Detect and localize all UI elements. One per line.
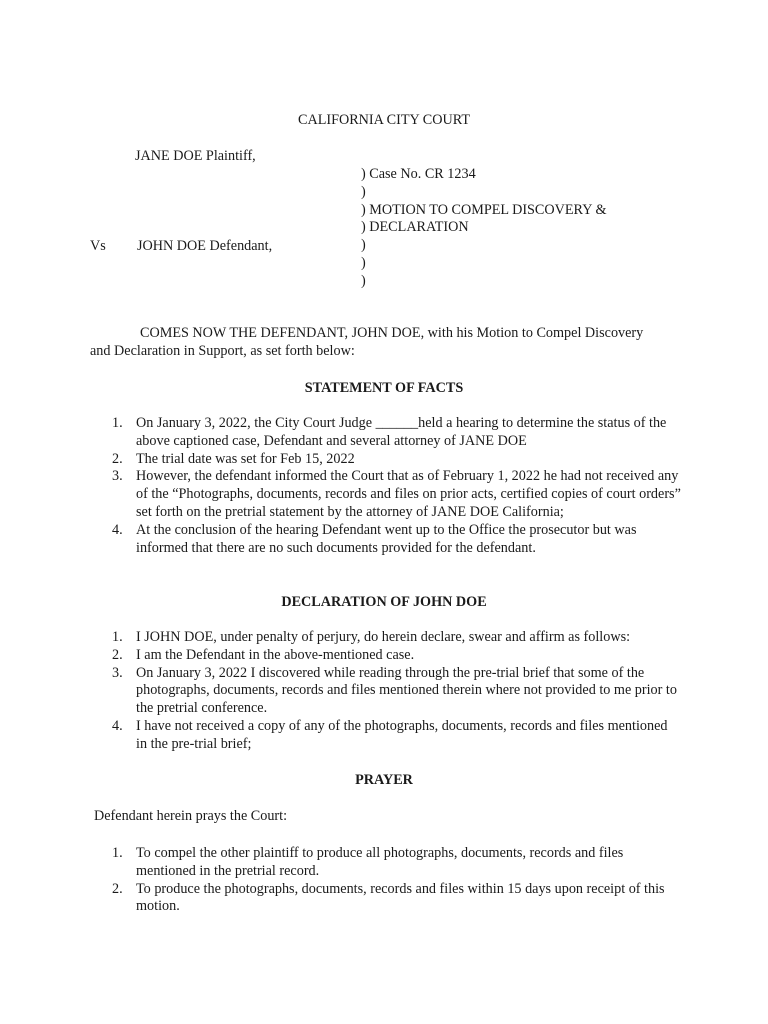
item-number: 2.: [112, 880, 123, 897]
intro-paragraph: [90, 325, 690, 361]
item-text: At the conclusion of the hearing Defendant went up to the Office the prosecutor but was informed that there are no such documents provided for the defendant.: [136, 521, 637, 556]
item-text: To produce the photographs, documents, records and files within 15 days upon receipt of this motion.: [136, 880, 665, 915]
item-text: I have not received a copy of any of the photographs, documents, records and files mentioned in the pre-trial brief;: [136, 717, 668, 752]
prayer-intro: Defendant herein prays the Court:: [94, 808, 288, 824]
list-item: [112, 522, 682, 558]
list-item: [112, 845, 682, 881]
declaration-list: [112, 629, 682, 754]
declaration-heading: DECLARATION OF JOHN DOE: [281, 594, 487, 610]
caption-bracket-line: ): [361, 237, 366, 254]
item-text: I am the Defendant in the above-mentioned case.: [136, 646, 415, 663]
list-item: [112, 881, 682, 917]
item-number: 4.: [112, 717, 123, 734]
caption-bracket-line: ): [361, 254, 366, 271]
intro-line: and Declaration in Support, as set forth below:: [90, 342, 355, 359]
caption-bracket-line: ): [361, 183, 366, 200]
list-item: [112, 647, 682, 665]
item-number: 1.: [112, 415, 123, 431]
item-number: 1.: [112, 629, 123, 645]
item-text: The trial date was set for Feb 15, 2022: [136, 450, 355, 467]
list-item: [112, 629, 682, 647]
item-number: 2.: [112, 450, 123, 467]
item-text: On January 3, 2022 I discovered while reading through the pre-trial brief that some of the photographs, documents, records and files mentioned therein where not provided to me prior to the pretrial conference.: [136, 664, 677, 717]
item-number: 4.: [112, 521, 123, 538]
caption-vs: Vs: [90, 238, 106, 254]
list-item: [112, 468, 682, 521]
statement-of-facts-heading: STATEMENT OF FACTS: [304, 380, 464, 396]
caption-motion-title: ) MOTION TO COMPEL DISCOVERY &: [361, 201, 607, 218]
item-number: 3.: [112, 468, 123, 485]
list-item: [112, 415, 682, 451]
caption-case-number: ) Case No. CR 1234: [361, 166, 476, 182]
item-number: 3.: [112, 664, 123, 681]
list-item: [112, 665, 682, 718]
item-text: I JOHN DOE, under penalty of perjury, do herein declare, swear and affirm as follows:: [136, 629, 631, 645]
caption-case-block: [361, 166, 607, 291]
prayer-list: [112, 845, 682, 916]
item-text: On January 3, 2022, the City Court Judge ______held a hearing to determine the status of the above captioned case, Defendant and several attorney of JANE DOE: [136, 415, 667, 449]
court-title: CALIFORNIA CITY COURT: [297, 112, 471, 128]
item-text: To compel the other plaintiff to produce all photographs, documents, records and files mentioned in the pretrial record.: [136, 845, 624, 879]
caption-plaintiff: JANE DOE Plaintiff,: [135, 148, 256, 164]
intro-line: COMES NOW THE DEFENDANT, JOHN DOE, with his Motion to Compel Discovery: [140, 325, 644, 341]
facts-list: [112, 415, 682, 557]
list-item: [112, 451, 682, 469]
caption-bracket-line: ): [361, 272, 366, 289]
caption-declaration-title: ) DECLARATION: [361, 219, 469, 236]
prayer-heading: PRAYER: [355, 772, 413, 788]
item-number: 2.: [112, 646, 123, 663]
list-item: [112, 718, 682, 754]
item-text: However, the defendant informed the Court that as of February 1, 2022 he had not received any of the “Photographs, documents, records and files on prior acts, certified copies of court orders” set forth on the pretrial statement by the attorney of JANE DOE California;: [136, 468, 681, 520]
item-number: 1.: [112, 845, 123, 861]
caption-defendant: JOHN DOE Defendant,: [137, 238, 273, 254]
